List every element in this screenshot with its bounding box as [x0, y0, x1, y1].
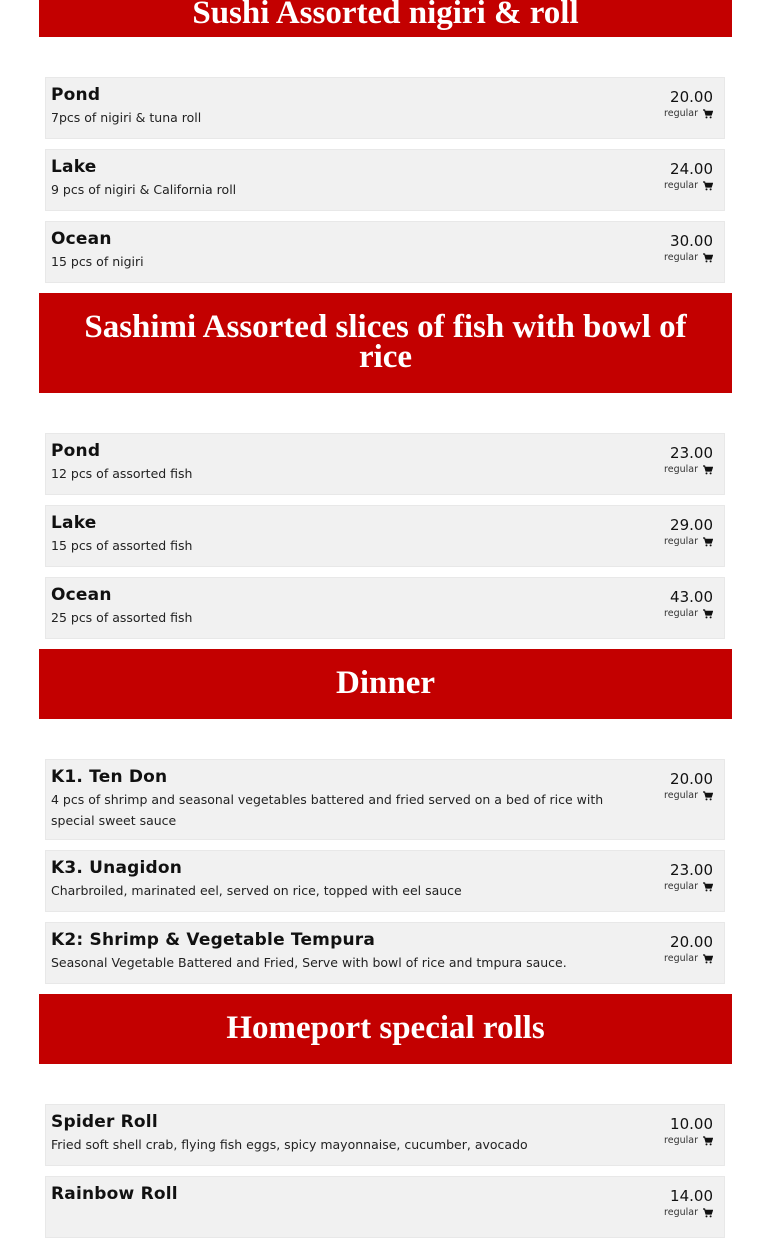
item-price-block [664, 158, 713, 192]
item-price-block [664, 230, 713, 264]
item-name: Ocean [51, 585, 112, 605]
item-description: 15 pcs of nigiri [51, 254, 144, 269]
item-price-block [664, 514, 713, 548]
price-size-label: regular [664, 608, 698, 619]
price-size-label: regular [664, 1135, 698, 1146]
price-size-label: regular [664, 536, 698, 547]
item-price-block [664, 86, 713, 120]
menu-section [0, 0, 770, 283]
item-price-block [664, 1113, 713, 1147]
cart-icon[interactable] [703, 1208, 713, 1218]
menu-section [0, 293, 770, 639]
item-description: 4 pcs of shrimp and seasonal vegetables battered and fried served on a bed of rice with special sweet sauce [51, 792, 604, 828]
item-name: Rainbow Roll [51, 1184, 178, 1204]
section-items [0, 719, 770, 984]
price-size-label: regular [664, 1207, 698, 1218]
item-description: 25 pcs of assorted fish [51, 610, 193, 625]
item-name: K2: Shrimp & Vegetable Tempura [51, 930, 376, 950]
menu-item[interactable] [45, 149, 725, 211]
item-price: 23.00 [670, 444, 713, 462]
price-option[interactable] [664, 180, 713, 192]
item-price: 14.00 [670, 1187, 713, 1205]
section-header [39, 0, 732, 37]
cart-icon[interactable] [703, 1136, 713, 1146]
item-name: K3. Unagidon [51, 858, 183, 878]
section-items [0, 393, 770, 639]
menu-item[interactable] [45, 77, 725, 139]
menu-item[interactable] [45, 922, 725, 984]
item-description: Seasonal Vegetable Battered and Fried, Serve with bowl of rice and tmpura sauce. [51, 955, 567, 970]
menu-section [0, 649, 770, 984]
item-price-block [664, 931, 713, 965]
section-title: Sashimi Assorted slices of fish with bowl of rice [84, 309, 687, 375]
menu-item[interactable] [45, 577, 725, 639]
item-price-block [664, 859, 713, 893]
item-price: 43.00 [670, 588, 713, 606]
price-option[interactable] [664, 108, 713, 120]
menu-section [0, 994, 770, 1238]
price-size-label: regular [664, 252, 698, 263]
price-option[interactable] [664, 790, 713, 802]
item-price: 29.00 [670, 516, 713, 534]
item-description: 7pcs of nigiri & tuna roll [51, 110, 202, 125]
menu-item[interactable] [45, 1176, 725, 1238]
price-option[interactable] [664, 1135, 713, 1147]
item-name: Lake [51, 513, 97, 533]
item-price: 20.00 [670, 770, 713, 788]
item-price: 24.00 [670, 160, 713, 178]
cart-icon[interactable] [703, 609, 713, 619]
price-option[interactable] [664, 1207, 713, 1219]
item-description: 9 pcs of nigiri & California roll [51, 182, 237, 197]
section-items [0, 37, 770, 283]
price-size-label: regular [664, 881, 698, 892]
cart-icon[interactable] [703, 882, 713, 892]
item-name: Lake [51, 157, 97, 177]
item-price-block [664, 768, 713, 802]
menu-item[interactable] [45, 850, 725, 912]
item-price: 30.00 [670, 232, 713, 250]
section-title: Sushi Assorted nigiri & roll [192, 0, 579, 31]
price-option[interactable] [664, 953, 713, 965]
item-name: K1. Ten Don [51, 767, 168, 787]
cart-icon[interactable] [703, 253, 713, 263]
section-header [39, 994, 732, 1064]
item-price-block [664, 1185, 713, 1219]
price-option[interactable] [664, 252, 713, 264]
section-header [39, 293, 732, 393]
menu-item[interactable] [45, 505, 725, 567]
item-price: 20.00 [670, 933, 713, 951]
item-description: Charbroiled, marinated eel, served on rice, topped with eel sauce [51, 883, 462, 898]
cart-icon[interactable] [703, 109, 713, 119]
cart-icon[interactable] [703, 181, 713, 191]
section-title: Homeport special rolls [226, 1010, 545, 1046]
price-size-label: regular [664, 464, 698, 475]
price-size-label: regular [664, 108, 698, 119]
section-header [39, 649, 732, 719]
item-name: Pond [51, 85, 101, 105]
section-items [0, 1064, 770, 1238]
item-name: Spider Roll [51, 1112, 158, 1132]
menu-item[interactable] [45, 1104, 725, 1166]
item-description: 12 pcs of assorted fish [51, 466, 193, 481]
price-option[interactable] [664, 881, 713, 893]
item-price-block [664, 442, 713, 476]
item-price: 10.00 [670, 1115, 713, 1133]
cart-icon[interactable] [703, 791, 713, 801]
cart-icon[interactable] [703, 954, 713, 964]
price-size-label: regular [664, 790, 698, 801]
section-title: Dinner [336, 665, 435, 701]
price-option[interactable] [664, 536, 713, 548]
menu-item[interactable] [45, 221, 725, 283]
item-description: Fried soft shell crab, flying fish eggs, spicy mayonnaise, cucumber, avocado [51, 1137, 528, 1152]
price-option[interactable] [664, 608, 713, 620]
menu-item[interactable] [45, 759, 725, 840]
item-name: Ocean [51, 229, 112, 249]
price-option[interactable] [664, 464, 713, 476]
price-size-label: regular [664, 180, 698, 191]
price-size-label: regular [664, 953, 698, 964]
item-description: 15 pcs of assorted fish [51, 538, 193, 553]
cart-icon[interactable] [703, 465, 713, 475]
item-price-block [664, 586, 713, 620]
cart-icon[interactable] [703, 537, 713, 547]
item-name: Pond [51, 441, 101, 461]
item-price: 23.00 [670, 861, 713, 879]
menu-item[interactable] [45, 433, 725, 495]
item-price: 20.00 [670, 88, 713, 106]
